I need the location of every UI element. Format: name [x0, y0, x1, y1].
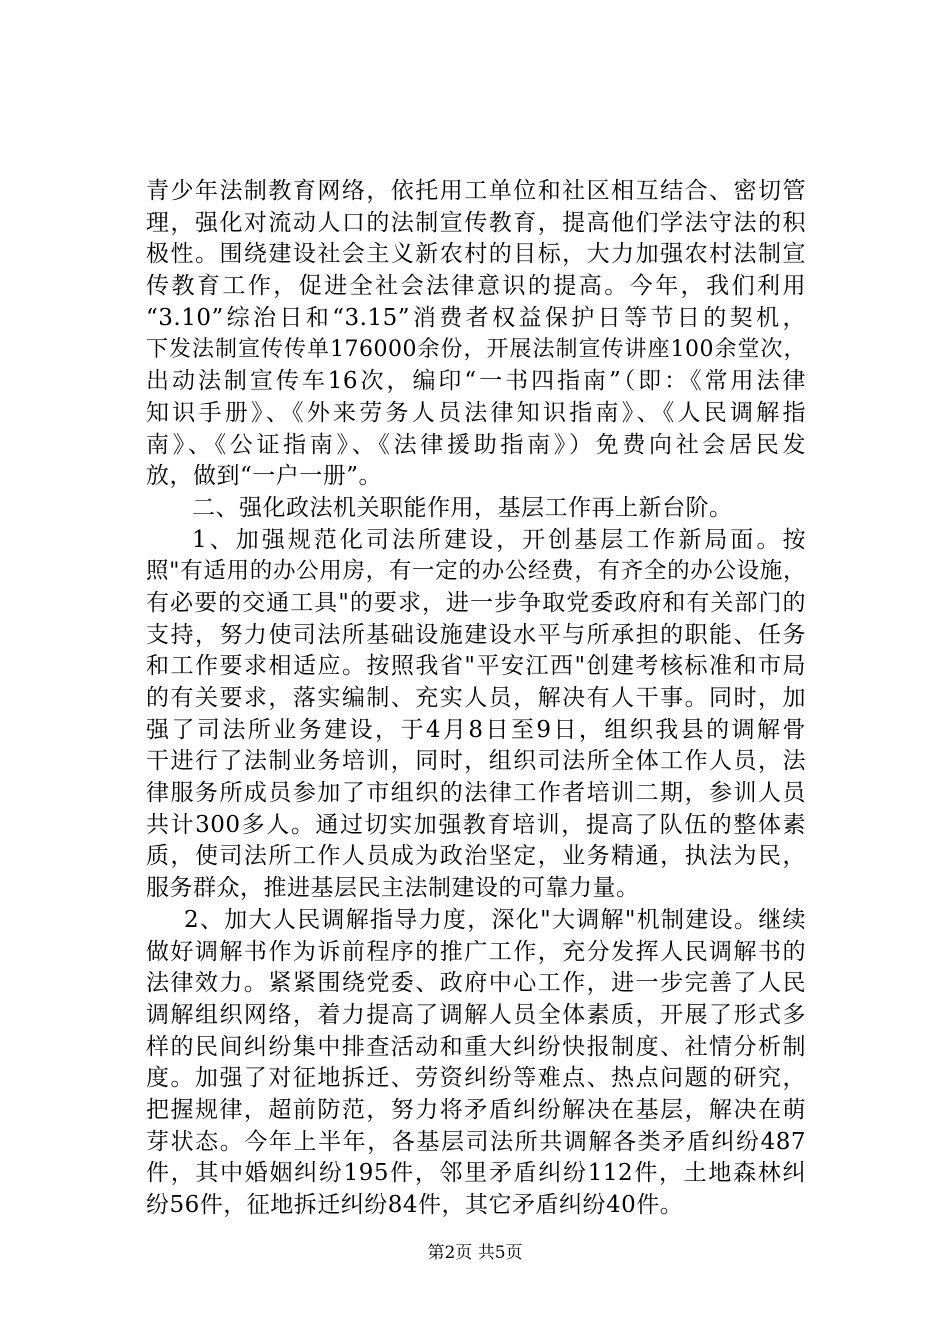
text-line: 放，做到“一户一册”。 — [146, 463, 383, 490]
text-line: 极性。围绕建设社会主义新农村的目标，大力加强农村法制宣 — [146, 241, 806, 268]
text-line: 下发法制宣传传单176000余份，开展法制宣传讲座100余堂次， — [146, 337, 806, 363]
text-line: 样的民间纠纷集中排查活动和重大纠纷快报制度、社情分析制 — [146, 1033, 806, 1060]
text-line: 知识手册》、《外来劳务人员法律知识指南》、《人民调解指 — [146, 399, 806, 426]
text-line: 调解组织网络，着力提高了调解人员全体素质，开展了形式多 — [146, 1001, 806, 1028]
page-number-footer: 第2页 共5页 — [427, 1243, 523, 1263]
text-line: 南》、《公证指南》、《法律援助指南》）免费向社会居民发 — [146, 431, 806, 458]
text-line: 律服务所成员参加了市组织的法律工作者培训二期，参训人员 — [146, 780, 806, 807]
text-line: 芽状态。今年上半年，各基层司法所共调解各类矛盾纠纷487 — [146, 1128, 806, 1155]
text-line: 做好调解书作为诉前程序的推广工作，充分发挥人民调解书的 — [146, 938, 806, 965]
text-line: 共计300多人。通过切实加强教育培训，提高了队伍的整体素 — [146, 811, 806, 838]
text-line: 干进行了法制业务培训，同时，组织司法所全体工作人员，法 — [146, 748, 806, 775]
section-heading: 二、强化政法机关职能作用，基层工作再上新台阶。 — [192, 494, 733, 521]
text-line: 照"有适用的办公用房，有一定的办公经费，有齐全的办公设施， — [146, 558, 806, 585]
text-line: 法律效力。紧紧围绕党委、政府中心工作，进一步完善了人民 — [146, 970, 806, 997]
text-line: 理，强化对流动人口的法制宣传教育，提高他们学法守法的积 — [146, 209, 806, 236]
text-line: 件，其中婚姻纠纷195件，邻里矛盾纠纷112件，土地森林纠 — [146, 1160, 806, 1187]
text-line: 出动法制宣传车16次，编印“一书四指南”（即：《常用法律 — [146, 368, 806, 395]
text-line: 青少年法制教育网络，依托用工单位和社区相互结合、密切管 — [146, 178, 806, 204]
text-line: 传教育工作，促进全社会法律意识的提高。今年，我们利用 — [146, 273, 806, 300]
text-line: 有必要的交通工具"的要求，进一步争取党委政府和有关部门的 — [146, 589, 806, 616]
text-line: 纷56件，征地拆迁纠纷84件，其它矛盾纠纷40件。 — [146, 1192, 684, 1218]
text-line: 强了司法所业务建设，于4月8日至9日，组织我县的调解骨 — [146, 716, 806, 743]
text-line: 的有关要求，落实编制、充实人员，解决有人干事。同时，加 — [146, 685, 806, 711]
text-line: 和工作要求相适应。按照我省"平安江西"创建考核标准和市局 — [146, 653, 806, 680]
text-line: 度。加强了对征地拆迁、劳资纠纷等难点、热点问题的研究， — [146, 1065, 806, 1092]
text-line: 服务群众，推进基层民主法制建设的可靠力量。 — [146, 875, 640, 902]
text-line: 2、加大人民调解指导力度，深化"大调解"机制建设。继续 — [184, 906, 806, 933]
document-body — [146, 176, 806, 1222]
text-line: “3.10”综治日和“3.15”消费者权益保护日等节日的契机， — [146, 304, 806, 331]
text-line: 1、加强规范化司法所建设，开创基层工作新局面。按 — [192, 526, 806, 553]
text-line: 质，使司法所工作人员成为政治坚定，业务精通，执法为民， — [146, 843, 806, 870]
text-line: 把握规律，超前防范，努力将矛盾纠纷解决在基层，解决在萌 — [146, 1096, 806, 1123]
text-line: 支持，努力使司法所基础设施建设水平与所承担的职能、任务 — [146, 621, 806, 648]
